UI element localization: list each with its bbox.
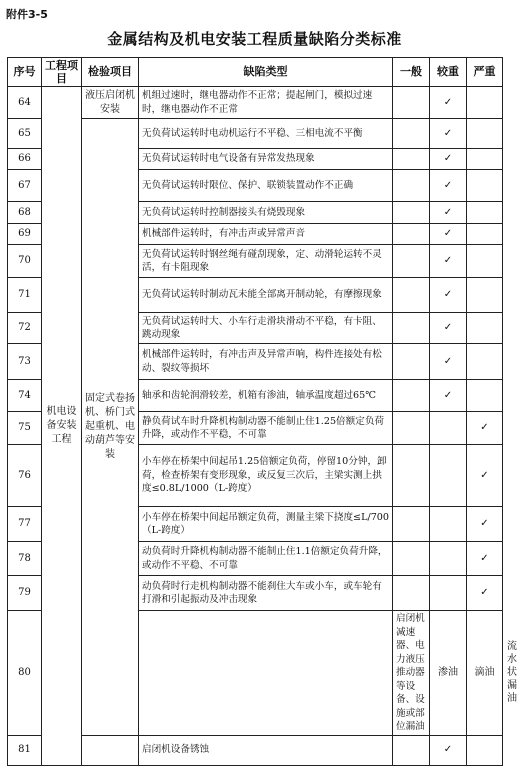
row-number: 80 [8,611,42,736]
table-row [8,735,503,765]
defect-description: 静负荷试车时升降机构制动器不能制止住1.25倍额定负荷升降，或动作不平稳，不可靠 [139,412,393,445]
severe-mark [467,149,503,170]
defect-description: 小车停在桥架中间起吊额定负荷，测量主梁下挠度≤L/700（L-跨度） [139,507,393,542]
minor-mark [393,278,430,313]
defect-description: 无负荷试运转时控制器接头有烧毁现象 [139,202,393,224]
severe-mark [467,313,503,344]
row-number: 68 [8,202,42,224]
row-number: 70 [8,245,42,278]
minor-mark [393,119,430,149]
item-group-cell-empty [82,735,139,765]
defect-description: 无负荷试运转时限位、保护、联锁装置动作不正确 [139,170,393,202]
defect-description: 动负荷时升降机构制动器不能制止住1.1倍额定负荷升降，或动作不平稳、不可靠 [139,542,393,576]
col-header-severe: 严重 [467,58,503,87]
check-icon: ✓ [430,278,467,313]
severe-mark [467,224,503,245]
defect-description: 轴承和齿轮润滑较差，机箱有渗油，轴承温度超过65℃ [139,380,393,412]
severe-mark [467,202,503,224]
col-header-serious: 较重 [430,58,467,87]
check-icon: ✓ [467,542,503,576]
attachment-label: 附件3-5 [6,8,48,21]
defect-description: 机组过速时，继电器动作不正常；提起闸门，模拟过速时，继电器动作不正常 [139,87,393,119]
check-icon: ✓ [430,380,467,412]
serious-mark [430,542,467,576]
defect-description: 无负荷试运转时大、小车行走滑块滑动不平稳，有卡阻、跳动现象 [139,313,393,344]
item-group-cell: 固定式卷扬机、桥门式起重机、电动葫芦等安装 [82,119,139,736]
minor-mark [393,87,430,119]
row-number: 72 [8,313,42,344]
defect-description: 无负荷试运转时钢丝绳有碰刮现象，定、动滑轮运转不灵活，有卡阻现象 [139,245,393,278]
document-title: 金属结构及机电安装工程质量缺陷分类标准 [107,30,402,48]
defect-description: 无负荷试运转时电气设备有异常发热现象 [139,149,393,170]
check-icon: ✓ [430,313,467,344]
check-icon: ✓ [430,170,467,202]
row-number: 77 [8,507,42,542]
serious-mark [430,507,467,542]
check-icon: ✓ [467,445,503,507]
check-icon: ✓ [430,735,467,765]
row-number: 71 [8,278,42,313]
row-number: 67 [8,170,42,202]
minor-mark [393,245,430,278]
serious-mark [430,576,467,611]
minor-mark [393,576,430,611]
check-icon: ✓ [430,245,467,278]
check-icon: ✓ [430,87,467,119]
row-number: 75 [8,412,42,445]
col-header-defect: 缺陷类型 [139,58,393,87]
item-group-cell-empty [139,611,393,736]
minor-mark [393,149,430,170]
check-icon: ✓ [430,224,467,245]
defect-description: 无负荷试运转时制动瓦未能全部离开制动轮，有摩擦现象 [139,278,393,313]
check-icon: ✓ [467,412,503,445]
row-number: 78 [8,542,42,576]
row-number: 74 [8,380,42,412]
serious-mark [430,412,467,445]
defect-description: 启闭机减速器、电力液压推动器等设备、设施或部位漏油 [393,611,430,736]
severe-mark [467,344,503,380]
severe-mark [467,170,503,202]
check-icon: ✓ [430,149,467,170]
check-icon: ✓ [430,119,467,149]
check-icon: ✓ [467,576,503,611]
row-number: 69 [8,224,42,245]
defect-description: 无负荷试运转时电动机运行不平稳、三相电流不平衡 [139,119,393,149]
row-number: 76 [8,445,42,507]
defect-table [7,57,517,766]
col-header-category: 工程项目 [42,58,82,87]
row-number: 81 [8,735,42,765]
check-icon: ✓ [430,202,467,224]
minor-mark [393,313,430,344]
table-row: 80 启闭机减速器、电力液压推动器等设备、设施或部位漏油 渗油 滴油 流水状漏油 [8,611,503,736]
defect-description: 小车停在桥架中间起吊1.25倍额定负荷，停留10分钟，卸荷，检查桥架有变形现象，或反复三次后，主梁实测上拱度≤0.8L/1000（L-跨度） [139,445,393,507]
serious-mark [430,445,467,507]
severe-mark [467,278,503,313]
severe-mark [467,735,503,765]
table-row [8,119,503,149]
minor-mark [393,507,430,542]
serious-mark: 滴油 [467,611,503,736]
minor-mark [393,542,430,576]
severe-mark [467,380,503,412]
col-header-minor: 一般 [393,58,430,87]
item-group-cell: 液压启闭机安装 [82,87,139,119]
minor-mark [393,445,430,507]
row-number: 73 [8,344,42,380]
row-number: 66 [8,149,42,170]
minor-mark [393,202,430,224]
defect-description: 启闭机设备锈蚀 [139,735,393,765]
defect-description: 机械部件运转时，有冲击声及异常声响，构件连接处有松动、裂纹等损坏 [139,344,393,380]
defect-description: 动负荷时行走机构制动器不能刹住大车或小车，或车轮有打滑和引起振动及冲击现象 [139,576,393,611]
severe-mark [467,87,503,119]
row-number: 64 [8,87,42,119]
minor-mark [393,412,430,445]
minor-mark [393,380,430,412]
row-number: 65 [8,119,42,149]
minor-mark [393,344,430,380]
minor-mark [393,224,430,245]
severe-mark [467,245,503,278]
category-cell: 机电设备安装工程 [42,87,82,766]
check-icon: ✓ [430,344,467,380]
table-header-row [8,58,503,87]
col-header-seq: 序号 [8,58,42,87]
col-header-item: 检验项目 [82,58,139,87]
severe-mark [467,119,503,149]
minor-mark [393,735,430,765]
row-number: 79 [8,576,42,611]
check-icon: ✓ [467,507,503,542]
table-row [8,87,503,119]
defect-description: 机械部件运转时，有冲击声或异常声音 [139,224,393,245]
minor-mark [393,170,430,202]
minor-mark: 渗油 [430,611,467,736]
